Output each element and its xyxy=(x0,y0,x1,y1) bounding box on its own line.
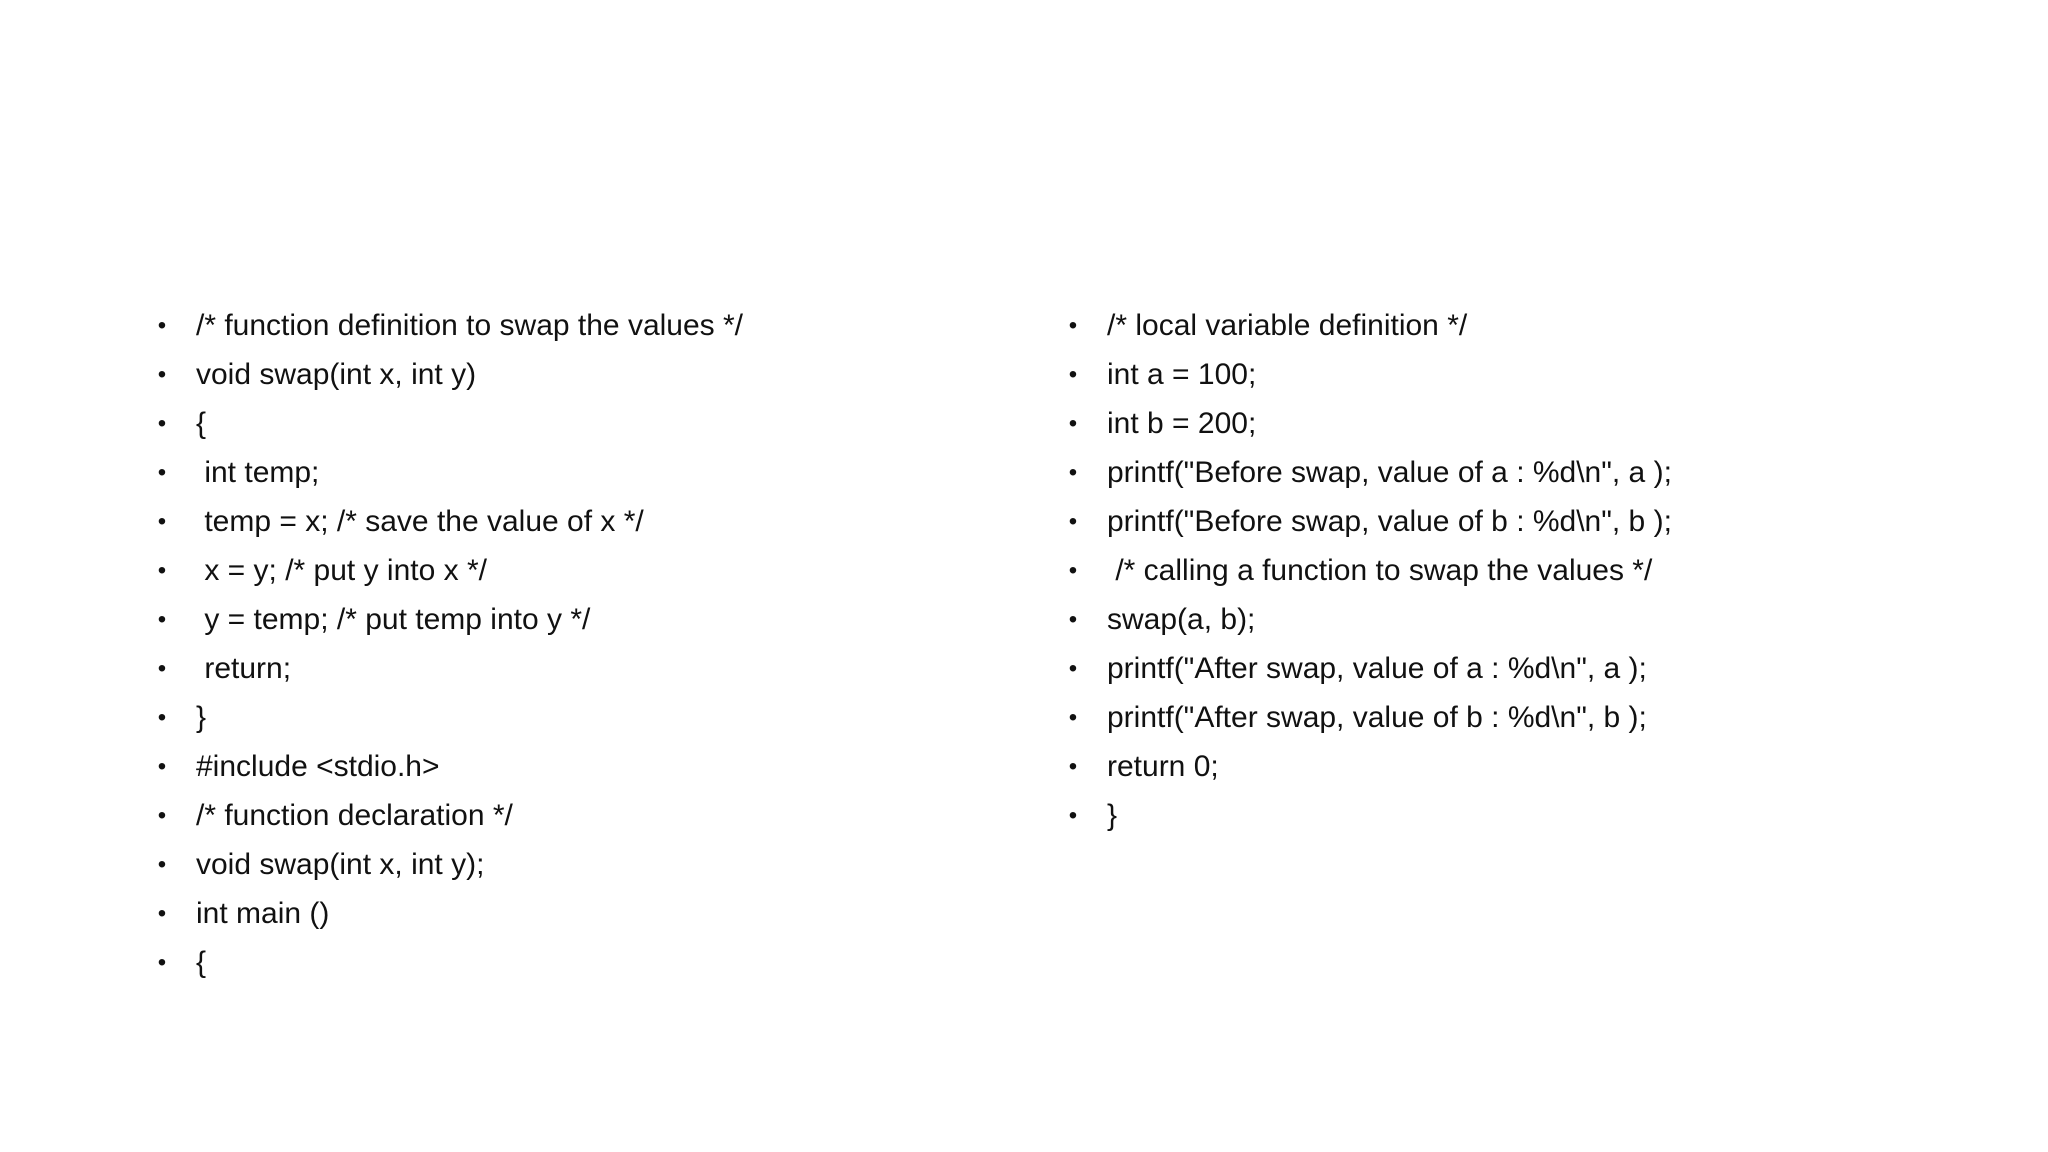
code-text: } xyxy=(1107,799,1118,832)
bullet-icon: • xyxy=(1068,802,1078,829)
code-line xyxy=(152,893,1012,942)
code-text: { xyxy=(196,946,207,979)
bullet-icon: • xyxy=(157,312,167,339)
bullet-icon: • xyxy=(1068,606,1078,633)
code-text: /* function declaration */ xyxy=(196,799,513,832)
code-line xyxy=(152,452,1012,501)
code-line xyxy=(152,305,1012,354)
bullet-icon: • xyxy=(1068,312,1078,339)
code-line xyxy=(152,501,1012,550)
code-text: return 0; xyxy=(1107,750,1219,783)
bullet-icon: • xyxy=(157,557,167,584)
code-text: int temp; xyxy=(196,456,320,489)
code-text: { xyxy=(196,407,207,440)
code-line xyxy=(152,354,1012,403)
code-line xyxy=(1063,452,1923,501)
code-text: /* calling a function to swap the values */ xyxy=(1107,554,1653,587)
code-text: /* local variable definition */ xyxy=(1107,309,1468,342)
code-text: printf("Before swap, value of b : %d\n", b ); xyxy=(1107,505,1672,538)
bullet-icon: • xyxy=(157,851,167,878)
code-text: return; xyxy=(196,652,292,685)
bullet-icon: • xyxy=(157,459,167,486)
code-line xyxy=(1063,550,1923,599)
code-line xyxy=(152,697,1012,746)
code-line xyxy=(1063,697,1923,746)
code-text: temp = x; /* save the value of x */ xyxy=(196,505,644,538)
code-text: void swap(int x, int y); xyxy=(196,848,485,881)
code-text: int main () xyxy=(196,897,330,930)
bullet-icon: • xyxy=(157,900,167,927)
code-line xyxy=(1063,599,1923,648)
code-line xyxy=(152,648,1012,697)
code-text: y = temp; /* put temp into y */ xyxy=(196,603,591,636)
right-code-column xyxy=(1063,305,1923,844)
code-line xyxy=(152,550,1012,599)
bullet-icon: • xyxy=(1068,508,1078,535)
bullet-icon: • xyxy=(1068,655,1078,682)
code-text: x = y; /* put y into x */ xyxy=(196,554,487,587)
bullet-icon: • xyxy=(157,949,167,976)
bullet-icon: • xyxy=(157,410,167,437)
code-text: } xyxy=(196,701,207,734)
code-text: void swap(int x, int y) xyxy=(196,358,477,391)
code-text: #include <stdio.h> xyxy=(196,750,440,783)
code-text: int a = 100; xyxy=(1107,358,1257,391)
code-line xyxy=(1063,305,1923,354)
code-text: swap(a, b); xyxy=(1107,603,1256,636)
bullet-icon: • xyxy=(157,655,167,682)
bullet-icon: • xyxy=(1068,753,1078,780)
bullet-icon: • xyxy=(1068,361,1078,388)
code-line xyxy=(1063,795,1923,844)
code-line xyxy=(152,795,1012,844)
bullet-icon: • xyxy=(1068,410,1078,437)
bullet-icon: • xyxy=(157,508,167,535)
code-line xyxy=(152,942,1012,991)
code-line xyxy=(152,746,1012,795)
code-text: printf("Before swap, value of a : %d\n", a ); xyxy=(1107,456,1672,489)
bullet-icon: • xyxy=(1068,459,1078,486)
bullet-icon: • xyxy=(157,361,167,388)
code-text: int b = 200; xyxy=(1107,407,1257,440)
code-line xyxy=(1063,403,1923,452)
bullet-icon: • xyxy=(1068,704,1078,731)
bullet-icon: • xyxy=(157,802,167,829)
bullet-icon: • xyxy=(157,753,167,780)
code-line xyxy=(152,844,1012,893)
code-text: /* function definition to swap the values */ xyxy=(196,309,744,342)
code-text: printf("After swap, value of a : %d\n", a ); xyxy=(1107,652,1647,685)
code-line xyxy=(1063,648,1923,697)
code-line xyxy=(152,403,1012,452)
bullet-icon: • xyxy=(157,704,167,731)
code-line xyxy=(1063,354,1923,403)
code-line xyxy=(152,599,1012,648)
code-line xyxy=(1063,501,1923,550)
code-line xyxy=(1063,746,1923,795)
left-code-column xyxy=(152,305,1012,991)
bullet-icon: • xyxy=(157,606,167,633)
code-text: printf("After swap, value of b : %d\n", b ); xyxy=(1107,701,1647,734)
bullet-icon: • xyxy=(1068,557,1078,584)
